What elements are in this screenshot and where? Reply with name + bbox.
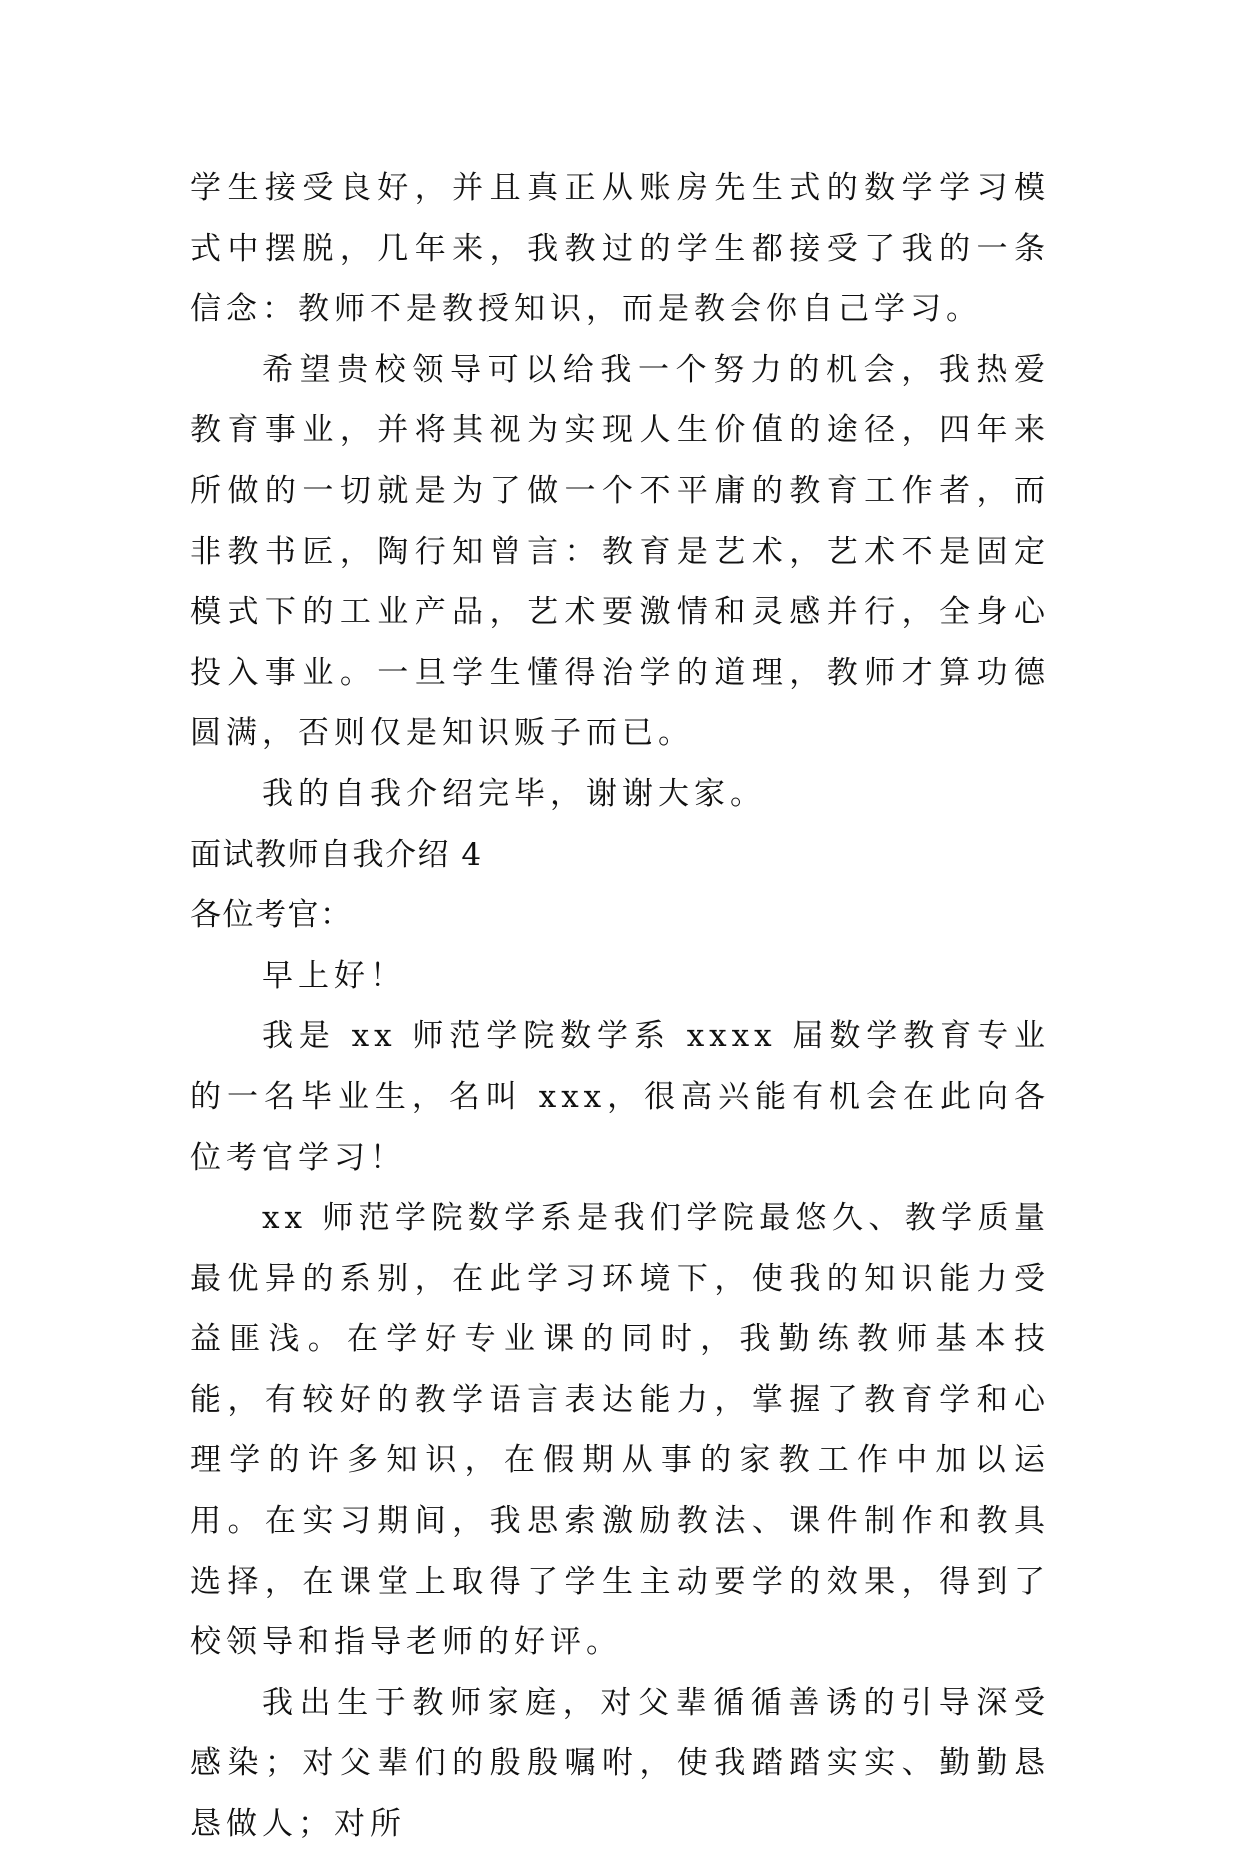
paragraph-2: 希望贵校领导可以给我一个努力的机会，我热爱教育事业，并将其视为实现人生价值的途径，四年来所做的一切就是为了做一个不平庸的教育工作者，而非教书匠，陶行知曾言：教育是艺术，艺术不是固定模式下的工业产品，艺术要激情和灵感并行，全身心投入事业。一旦学生懂得治学的道理，教师才算功德圆满，否则仅是知识贩子而已。: [190, 351, 1050, 752]
salutation: 各位考官：: [190, 897, 353, 934]
paragraph-1: 学生接受良好，并且真正从账房先生式的数学学习模式中摆脱，几年来，我教过的学生都接受了我的一条信念：教师不是教授知识，而是教会你自己学习。: [190, 170, 1050, 328]
paragraph-3: 我的自我介绍完毕，谢谢大家。: [262, 775, 766, 812]
intro-paragraph: 我是 xx 师范学院数学系 xxxx 届数学教育专业的一名毕业生，名叫 xxx，很高兴能有机会在此向各位考官学习！: [190, 1018, 1050, 1176]
family-paragraph: 我出生于教师家庭，对父辈循循善诱的引导深受感染；对父辈们的殷殷嘱咐，使我踏踏实实、勤勤恳恳做人；对所: [190, 1684, 1050, 1843]
greeting-paragraph: 早上好！: [262, 957, 406, 994]
department-paragraph: xx 师范学院数学系是我们学院最悠久、教学质量最优异的系别，在此学习环境下，使我的知识能力受益匪浅。在学好专业课的同时，我勤练教师基本技能，有较好的教学语言表达能力，掌握了教育学和心理学的许多知识，在假期从事的家教工作中加以运用。在实习期间，我思索激励教法、课件制作和教具选择，在课堂上取得了学生主动要学的效果，得到了校领导和指导老师的好评。: [190, 1200, 1050, 1661]
section-title: 面试教师自我介绍 4: [190, 836, 483, 873]
document-body: [190, 158, 1050, 1855]
